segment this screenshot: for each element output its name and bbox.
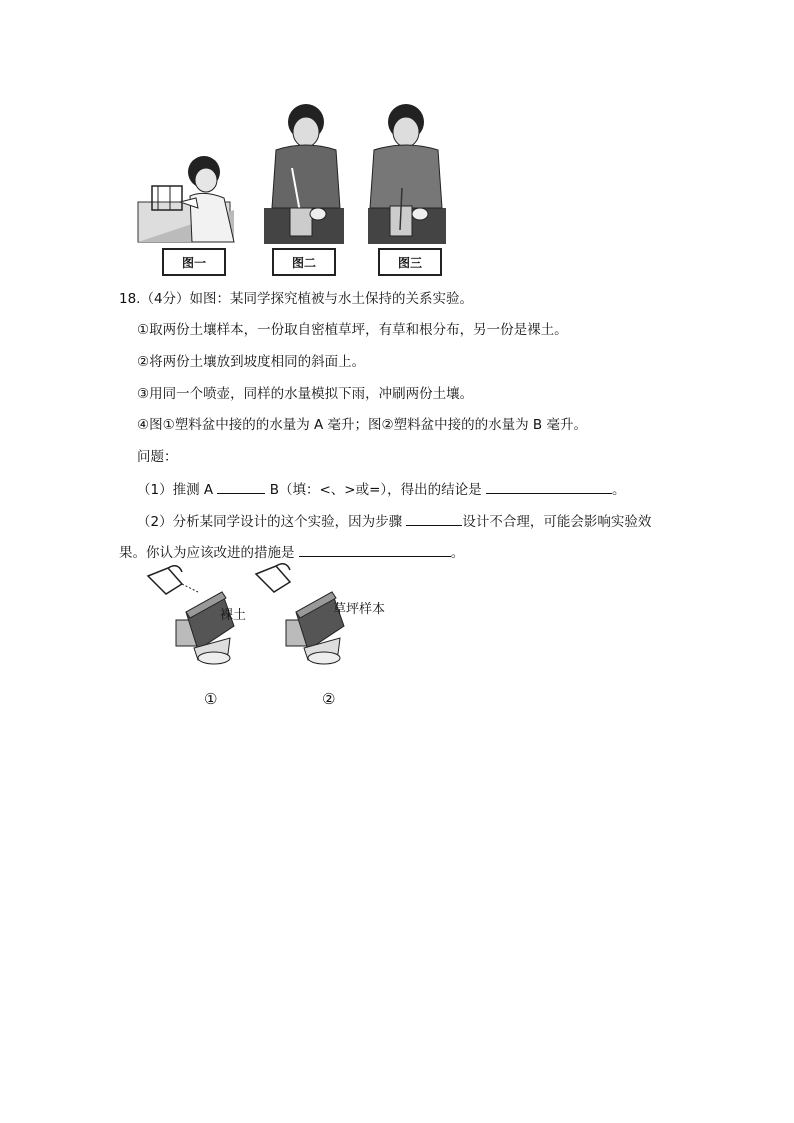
q2-text-a: （2）分析某同学设计的这个实验，因为步骤 <box>137 514 403 530</box>
slope-experiment-figure <box>138 562 408 712</box>
caption-figure-1: 图一 <box>162 248 226 276</box>
setup-grass-sample <box>256 564 344 664</box>
caption-figure-2: 图二 <box>272 248 336 276</box>
slope-experiment-illustration <box>138 562 408 712</box>
question-1 <box>137 479 625 499</box>
q2-blank-improvement[interactable] <box>299 542 451 557</box>
label-bare-soil: 裸土 <box>220 608 247 623</box>
step-2: ②将两份土壤放到坡度相同的斜面上。 <box>137 354 366 370</box>
q1-blank-compare[interactable] <box>217 479 265 494</box>
q2-text-line2-b: 。 <box>450 545 465 561</box>
q1-text-c: 。 <box>611 482 626 498</box>
q2-text-line2-a: 果。你认为应该改进的措施是 <box>119 545 295 561</box>
q1-text-a: （1）推测 A <box>137 482 214 498</box>
caption-figure-3: 图三 <box>378 248 442 276</box>
question-label: 问题： <box>137 449 178 465</box>
figure-number-2: ② <box>322 690 336 708</box>
photo-3 <box>368 104 446 244</box>
photo-2 <box>264 104 344 244</box>
figure-number-1: ① <box>204 690 218 708</box>
step-1: ①取两份土壤样本，一份取自密植草坪，有草和根分布，另一份是裸土。 <box>137 322 568 338</box>
question-header: 18.（4分）如图：某同学探究植被与水土保持的关系实验。 <box>119 291 474 307</box>
question-2-line-2 <box>119 542 464 562</box>
q2-text-b: 设计不合理，可能会影响实验效 <box>462 514 652 530</box>
step-3: ③用同一个喷壶，同样的水量模拟下雨，冲刷两份土壤。 <box>137 386 474 402</box>
q1-text-b: B（填：<、>或=），得出的结论是 <box>269 482 482 498</box>
step-4: ④图①塑料盆中接的的水量为 A 毫升；图②塑料盆中接的的水量为 B 毫升。 <box>137 417 587 433</box>
q1-blank-conclusion[interactable] <box>486 479 612 494</box>
photo-1 <box>138 156 234 242</box>
question-2-line-1 <box>137 511 651 531</box>
experiment-photos-figure <box>134 98 454 280</box>
q2-blank-step[interactable] <box>406 511 462 526</box>
label-grass-sample: 草坪样本 <box>333 602 386 617</box>
